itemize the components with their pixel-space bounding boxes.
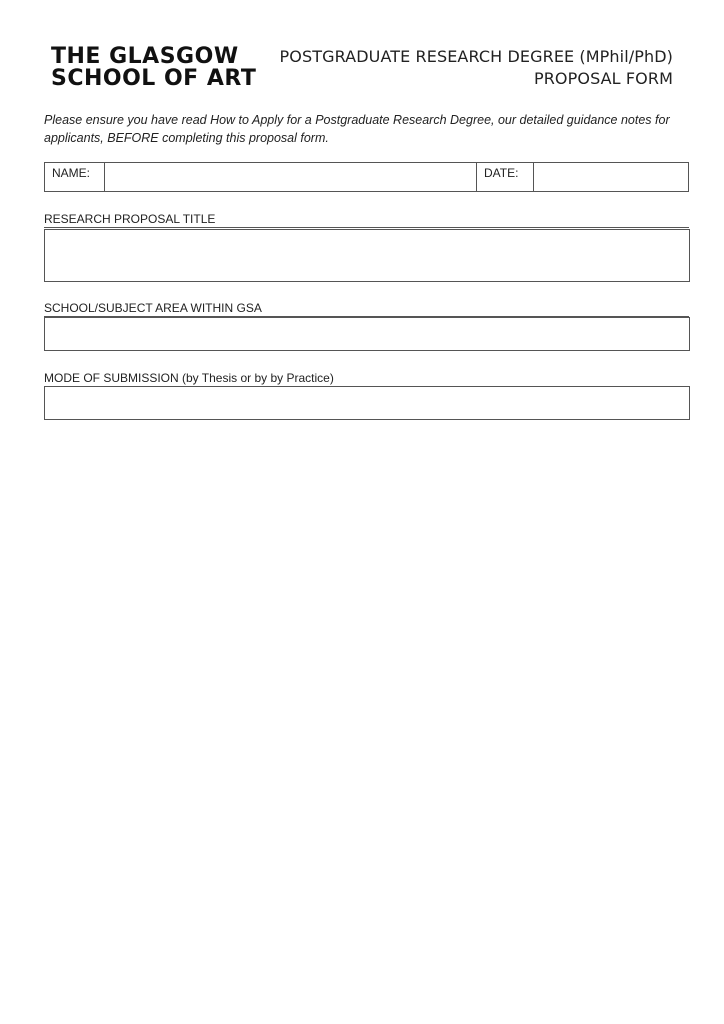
form-title — [280, 46, 673, 90]
research-proposal-title-field[interactable] — [44, 229, 690, 282]
date-label: DATE: — [477, 163, 534, 191]
name-field[interactable] — [105, 163, 477, 191]
research-proposal-title-label: RESEARCH PROPOSAL TITLE — [44, 212, 689, 228]
date-field[interactable] — [534, 163, 688, 191]
form-title-line-2: PROPOSAL FORM — [533, 69, 673, 88]
school-subject-area-field[interactable] — [44, 317, 690, 351]
mode-of-submission-field[interactable] — [44, 386, 690, 420]
form-title-line-1: POSTGRADUATE RESEARCH DEGREE (MPhil/PhD) — [279, 47, 673, 66]
intro-guidance-text: Please ensure you have read How to Apply for a Postgraduate Research Degree, our detailed guidance notes for applicants, BEFORE completing this proposal form. — [44, 113, 670, 145]
applicant-details-row — [44, 162, 689, 192]
school-subject-area-label: SCHOOL/SUBJECT AREA WITHIN GSA — [44, 301, 689, 317]
name-label: NAME: — [45, 163, 105, 191]
gsa-logo — [51, 46, 269, 90]
logo-line-2: SCHOOL OF ART — [51, 66, 257, 91]
logo-line-1: THE GLASGOW — [51, 44, 239, 69]
mode-of-submission-label: MODE OF SUBMISSION (by Thesis or by by Practice) — [44, 371, 689, 387]
